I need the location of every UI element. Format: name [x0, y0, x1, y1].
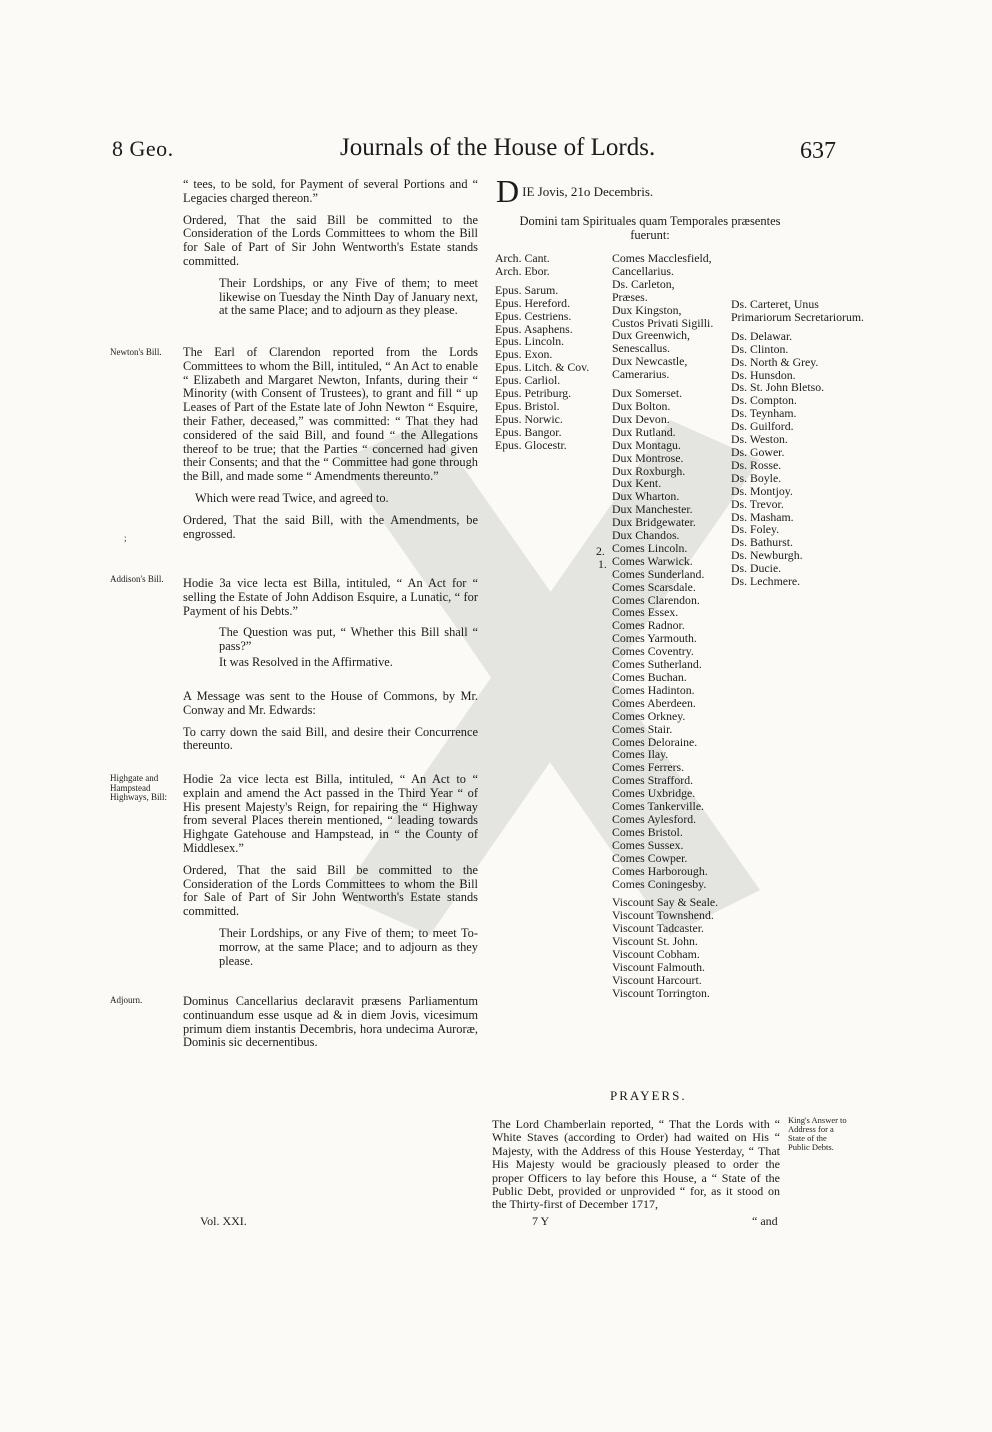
page-number: 637: [800, 138, 836, 164]
list-item: Dux Bridgewater.: [612, 515, 696, 530]
paragraph: Dominus Cancellarius declaravit præsens Parliamentum continuandum esse usque ad & in diem Jovis, vicesimum primum diem instantis Decembris, hora undecima Auroræ, Dominis sic decernentibus.: [183, 994, 478, 1050]
list-item: Primariorum Secretariorum.: [731, 309, 865, 324]
signature-mark: 7 Y: [532, 1214, 550, 1228]
list-item: Ds. Montjoy.: [731, 483, 793, 498]
list-item: Ds. Clinton.: [731, 341, 789, 356]
list-item: Cancellarius.: [612, 263, 674, 278]
margin-note: King's Answer to Address for a State of the Public Debts.: [788, 1115, 847, 1152]
paragraph: “ tees, to be sold, for Payment of several Portions and “ Legacies charged thereon.”: [183, 177, 478, 205]
list-item: Dux Chandos.: [612, 528, 680, 543]
list-item: Viscount Cobham.: [612, 947, 700, 962]
date-text: IE Jovis, 21o Decembris.: [522, 184, 654, 199]
list-item: Viscount Tadcaster.: [612, 921, 704, 936]
list-item: Epus. Litch. & Cov.: [495, 360, 590, 375]
list-dukes-earls: [612, 252, 718, 1000]
left-column-f: [183, 995, 478, 1058]
list-item: Comes Hadinton.: [612, 682, 695, 697]
list-item: Ds. Newburgh.: [731, 548, 803, 563]
list-item: Viscount Townshend.: [612, 908, 714, 923]
list-item: Comes Deloraine.: [612, 734, 698, 749]
journal-title: Journals of the House of Lords.: [340, 134, 656, 161]
list-item: Comes Stair.: [612, 721, 673, 736]
list-item: Comes Buchan.: [612, 670, 687, 684]
paragraph: It was Resolved in the Affirmative.: [219, 654, 393, 669]
list-item: Dux Kingston,: [612, 302, 682, 317]
list-item: Viscount Falmouth.: [612, 959, 706, 974]
list-item: Comes Essex.: [612, 605, 679, 620]
list-item: Comes Sutherland.: [612, 657, 702, 672]
list-item: Ds. Carleton,: [612, 276, 675, 291]
list-item: Comes Lincoln.: [612, 540, 688, 555]
list-item: Viscount St. John.: [612, 934, 698, 949]
list-item: Ds. Teynham.: [731, 406, 797, 421]
paragraph: Ordered, That the said Bill be committed to the Consideration of the Lords Committees to whom the Bill for Sale of Part of Sir John Wentworth's Estate stands committed.: [183, 862, 478, 919]
list-item: Comes Strafford.: [612, 773, 694, 788]
list-item: Comes Tankerville.: [612, 799, 705, 814]
paragraph: The Earl of Clarendon reported from the Lords Committees to whom the Bill, intituled, “ An Act to enable “ Elizabeth and Margaret Newton, Infants, during their “ Minority (with Consent of Trustees), to grant and fill “ up Leases of Part of the Estate late of John Newton “ Esquire, their Father, deceased,” was committed: “ That they had considered of the said Bill, and found “ the Allegations thereof to be true; that the Parties “ concerned had given their Consents; and that the “ Committee had gone through the Bill, and made some “ Amendments thereunto.”: [183, 345, 478, 484]
list-item: Ds. Bathurst.: [731, 535, 793, 550]
list-item: Ds. Carteret, Unus: [731, 297, 819, 311]
list-item: Viscount Torrington.: [612, 985, 710, 1000]
list-item: Comes Sunderland.: [612, 566, 705, 581]
list-item: Epus. Sarum.: [495, 282, 559, 297]
paragraph: Hodie 3a vice lecta est Billa, intituled, “ An Act for “ selling the Estate of John Addison Esquire, a Lunatic, “ for Payment of his Debts.”: [183, 576, 478, 618]
order-mark: 2.: [596, 544, 605, 558]
list-item: Ds. St. John Bletso.: [731, 380, 825, 395]
paragraph: Their Lordships, or any Five of them; to meet To-morrow, at the same Place; and to adjourn as they please.: [219, 925, 478, 968]
list-item: Arch. Ebor.: [495, 263, 550, 278]
paragraph: The Question was put, “ Whether this Bill shall “ pass?”: [219, 625, 478, 654]
list-item: Ds. Weston.: [731, 432, 788, 447]
list-barons: [731, 298, 864, 588]
list-item: Epus. Norwic.: [495, 411, 563, 426]
list-item: Comes Aylesford.: [612, 811, 697, 826]
list-item: Epus. Hereford.: [495, 295, 571, 310]
list-item: Comes Aberdeen.: [612, 695, 696, 710]
list-item: Epus. Lincoln.: [495, 334, 565, 349]
list-item: Dux Montagu.: [612, 437, 681, 452]
list-item: Epus. Carliol.: [495, 373, 561, 388]
list-item: Dux Bolton.: [612, 398, 671, 413]
list-item: Comes Clarendon.: [612, 592, 700, 607]
list-item: Dux Newcastle,: [612, 354, 688, 369]
list-item: Dux Wharton.: [612, 489, 680, 504]
paragraph: Ordered, That the said Bill be committed to the Consideration of the Lords Committees to whom the Bill for Sale of Part of Sir John Wentworth's Estate stands committed.: [183, 212, 478, 268]
list-item: Dux Kent.: [612, 476, 662, 491]
catchword: “ and: [752, 1214, 778, 1228]
list-item: Comes Scarsdale.: [612, 579, 696, 594]
list-item: Ds. Gower.: [731, 444, 785, 459]
list-item: Epus. Glocestr.: [495, 437, 567, 452]
list-item: Epus. Petriburg.: [495, 386, 572, 401]
order-mark: 1.: [598, 557, 607, 571]
left-column-b: [183, 346, 478, 549]
margin-note: Addison's Bill.: [110, 574, 164, 584]
list-item: Comes Coningesby.: [612, 876, 707, 891]
list-item: Dux Montrose.: [612, 450, 684, 465]
list-item: Comes Uxbridge.: [612, 786, 696, 801]
margin-note: Newton's Bill.: [110, 347, 162, 357]
paragraph: A Message was sent to the House of Commons, by Mr. Conway and Mr. Edwards:: [183, 689, 478, 717]
list-item: Comes Yarmouth.: [612, 631, 697, 646]
chamberlain-report: The Lord Chamberlain reported, “ That the Lords with “ White Staves (according to Order) had waited on His “ Majesty, with the Address of this House Yesterday, “ That His Majesty would be graciously pleased to order the proper Officers to lay before this House, a “ State of the Public Debt, provided or unprovided “ for, as it stood on the Thirty-first of December 1717,: [492, 1117, 780, 1212]
list-item: Epus. Bristol.: [495, 398, 560, 413]
list-item: Dux Rutland.: [612, 424, 676, 439]
list-item: Ds. Trevor.: [731, 496, 784, 511]
list-item: Dux Greenwich,: [612, 328, 690, 343]
paragraph: Ordered, That the said Bill, with the Amendments, be engrossed.: [183, 512, 478, 541]
list-item: Ds. Rosse.: [731, 457, 782, 472]
list-item: Comes Macclesfield,: [612, 251, 712, 265]
left-column-d: [183, 690, 478, 761]
list-item: Comes Bristol.: [612, 824, 683, 839]
list-item: Comes Sussex.: [612, 837, 684, 852]
left-column-c: [183, 577, 478, 678]
list-item: Viscount Say & Seale.: [612, 895, 719, 910]
running-head-left: 8 Geo.: [112, 136, 174, 161]
list-item: Ds. North & Grey.: [731, 354, 819, 369]
left-column-e: [183, 773, 478, 976]
list-item: Comes Radnor.: [612, 618, 685, 633]
list-item: Epus. Bangor.: [495, 424, 562, 439]
attendance-heading: Domini tam Spirituales quam Temporales præsentes fuerunt:: [519, 214, 781, 242]
list-item: Ds. Delawar.: [731, 328, 793, 343]
prayers-heading: PRAYERS.: [610, 1088, 687, 1103]
left-column: [183, 178, 478, 326]
list-item: Præses.: [612, 289, 648, 304]
list-bishops: [495, 252, 589, 452]
list-item: Comes Coventry.: [612, 644, 694, 659]
list-item: Ds. Ducie.: [731, 561, 782, 576]
list-item: Ds. Lechmere.: [731, 574, 801, 589]
list-item: Ds. Hunsdon.: [731, 367, 796, 382]
paragraph: To carry down the said Bill, and desire their Concurrence thereunto.: [183, 724, 478, 753]
list-item: Comes Harborough.: [612, 863, 708, 878]
list-item: Epus. Cestriens.: [495, 308, 572, 323]
list-item: Ds. Compton.: [731, 393, 797, 408]
list-item: Comes Orkney.: [612, 708, 686, 723]
list-item: Ds. Boyle.: [731, 470, 782, 485]
drop-cap: D: [496, 173, 520, 209]
volume-label: Vol. XXI.: [200, 1214, 247, 1228]
paragraph: Which were read Twice, and agreed to.: [195, 490, 389, 505]
list-item: Dux Manchester.: [612, 502, 693, 517]
date-heading: [496, 173, 796, 209]
list-item: Ds. Masham.: [731, 509, 794, 524]
list-item: Senescallus.: [612, 341, 670, 356]
list-item: Epus. Exon.: [495, 347, 553, 362]
list-item: Dux Somerset.: [612, 386, 683, 401]
list-item: Comes Ilay.: [612, 747, 669, 762]
list-item: Camerarius.: [612, 367, 670, 382]
list-item: Viscount Harcourt.: [612, 972, 702, 987]
list-item: Custos Privati Sigilli.: [612, 315, 714, 330]
list-item: Dux Devon.: [612, 411, 670, 426]
list-item: Epus. Asaphens.: [495, 321, 573, 336]
paragraph: Hodie 2a vice lecta est Billa, intituled, “ An Act to “ explain and amend the Act passed in the Third Year “ of His present Majesty's Reign, for repairing the “ Highway from several Places therein mentioned, “ leading towards Highgate Gatehouse and Hampstead, in “ the County of Middlesex.”: [183, 772, 478, 855]
list-item: Dux Roxburgh.: [612, 463, 686, 478]
list-item: Comes Cowper.: [612, 850, 688, 865]
margin-note: Adjourn.: [110, 995, 143, 1005]
list-item: Ds. Guilford.: [731, 419, 794, 434]
list-item: Comes Ferrers.: [612, 760, 685, 775]
list-item: Ds. Foley.: [731, 522, 780, 537]
paragraph: Their Lordships, or any Five of them; to meet likewise on Tuesday the Ninth Day of January next, at the same Place; and to adjourn as they please.: [219, 275, 478, 318]
margin-note: Highgate and Hampstead Highways, Bill:: [110, 773, 168, 802]
list-item: Comes Warwick.: [612, 553, 693, 568]
margin-note: ;: [124, 533, 127, 543]
list-item: Arch. Cant.: [495, 251, 550, 265]
